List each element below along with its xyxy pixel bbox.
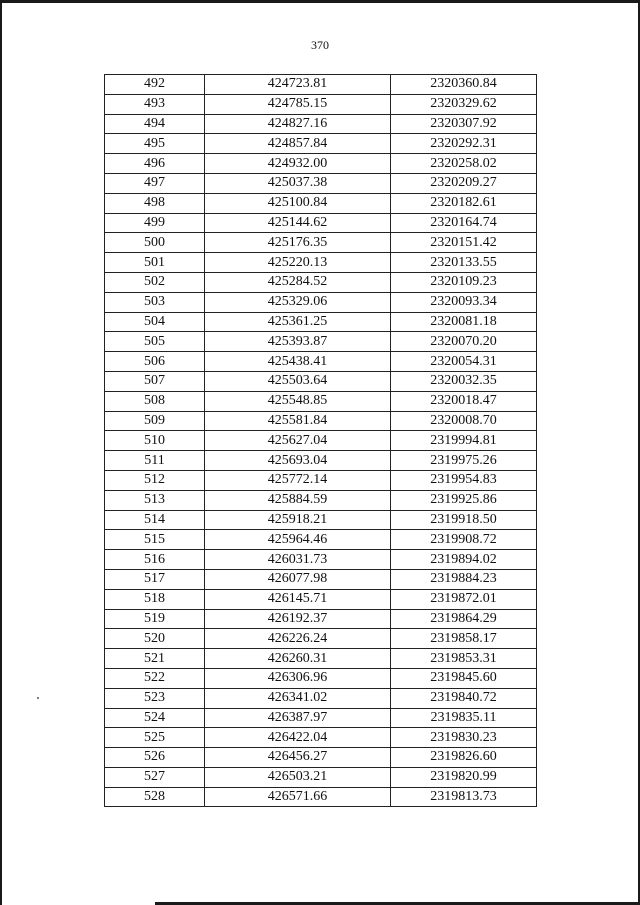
x-coordinate-cell: 426077.98 [205, 569, 391, 589]
x-coordinate-cell: 425438.41 [205, 352, 391, 372]
y-coordinate-cell: 2319918.50 [391, 510, 537, 530]
x-coordinate-cell: 425176.35 [205, 233, 391, 253]
table-row [105, 94, 537, 114]
x-coordinate-cell: 425503.64 [205, 371, 391, 391]
table-row [105, 649, 537, 669]
point-number-cell: 503 [105, 292, 205, 312]
table-row [105, 272, 537, 292]
point-number-cell: 523 [105, 688, 205, 708]
x-coordinate-cell: 426387.97 [205, 708, 391, 728]
table-row [105, 312, 537, 332]
table-row [105, 470, 537, 490]
table-row [105, 767, 537, 787]
y-coordinate-cell: 2319830.23 [391, 728, 537, 748]
table-row [105, 371, 537, 391]
x-coordinate-cell: 424827.16 [205, 114, 391, 134]
y-coordinate-cell: 2320093.34 [391, 292, 537, 312]
point-number-cell: 510 [105, 431, 205, 451]
x-coordinate-cell: 425581.84 [205, 411, 391, 431]
point-number-cell: 498 [105, 193, 205, 213]
table-row [105, 589, 537, 609]
point-number-cell: 524 [105, 708, 205, 728]
y-coordinate-cell: 2320032.35 [391, 371, 537, 391]
y-coordinate-cell: 2319826.60 [391, 748, 537, 768]
x-coordinate-cell: 425284.52 [205, 272, 391, 292]
table-row [105, 728, 537, 748]
point-number-cell: 499 [105, 213, 205, 233]
y-coordinate-cell: 2319853.31 [391, 649, 537, 669]
y-coordinate-cell: 2319858.17 [391, 629, 537, 649]
point-number-cell: 528 [105, 787, 205, 807]
y-coordinate-cell: 2320164.74 [391, 213, 537, 233]
x-coordinate-cell: 424785.15 [205, 94, 391, 114]
point-number-cell: 500 [105, 233, 205, 253]
point-number-cell: 507 [105, 371, 205, 391]
y-coordinate-cell: 2319975.26 [391, 451, 537, 471]
point-number-cell: 493 [105, 94, 205, 114]
point-number-cell: 526 [105, 748, 205, 768]
y-coordinate-cell: 2319894.02 [391, 550, 537, 570]
scan-speck [37, 697, 39, 699]
y-coordinate-cell: 2320307.92 [391, 114, 537, 134]
y-coordinate-cell: 2320329.62 [391, 94, 537, 114]
x-coordinate-cell: 425144.62 [205, 213, 391, 233]
point-number-cell: 494 [105, 114, 205, 134]
y-coordinate-cell: 2320018.47 [391, 391, 537, 411]
table-row [105, 173, 537, 193]
y-coordinate-cell: 2320182.61 [391, 193, 537, 213]
y-coordinate-cell: 2320081.18 [391, 312, 537, 332]
x-coordinate-cell: 426341.02 [205, 688, 391, 708]
point-number-cell: 516 [105, 550, 205, 570]
table-row [105, 787, 537, 807]
table-row [105, 352, 537, 372]
point-number-cell: 513 [105, 490, 205, 510]
x-coordinate-cell: 425772.14 [205, 470, 391, 490]
point-number-cell: 508 [105, 391, 205, 411]
x-coordinate-cell: 426306.96 [205, 668, 391, 688]
y-coordinate-cell: 2319954.83 [391, 470, 537, 490]
point-number-cell: 509 [105, 411, 205, 431]
point-number-cell: 505 [105, 332, 205, 352]
coordinates-table [104, 74, 537, 807]
x-coordinate-cell: 426571.66 [205, 787, 391, 807]
table-row [105, 213, 537, 233]
y-coordinate-cell: 2319908.72 [391, 530, 537, 550]
page-number: 370 [311, 38, 329, 52]
point-number-cell: 501 [105, 253, 205, 273]
y-coordinate-cell: 2319835.11 [391, 708, 537, 728]
y-coordinate-cell: 2320151.42 [391, 233, 537, 253]
table-row [105, 609, 537, 629]
table-row [105, 292, 537, 312]
y-coordinate-cell: 2320209.27 [391, 173, 537, 193]
x-coordinate-cell: 425548.85 [205, 391, 391, 411]
point-number-cell: 514 [105, 510, 205, 530]
x-coordinate-cell: 426031.73 [205, 550, 391, 570]
table-row [105, 708, 537, 728]
point-number-cell: 527 [105, 767, 205, 787]
table-row [105, 75, 537, 95]
table-row [105, 332, 537, 352]
table-row [105, 411, 537, 431]
y-coordinate-cell: 2320258.02 [391, 154, 537, 174]
x-coordinate-cell: 425329.06 [205, 292, 391, 312]
table-row [105, 550, 537, 570]
point-number-cell: 521 [105, 649, 205, 669]
y-coordinate-cell: 2320109.23 [391, 272, 537, 292]
x-coordinate-cell: 424723.81 [205, 75, 391, 95]
table-row [105, 391, 537, 411]
table-row [105, 134, 537, 154]
point-number-cell: 506 [105, 352, 205, 372]
point-number-cell: 522 [105, 668, 205, 688]
x-coordinate-cell: 424857.84 [205, 134, 391, 154]
x-coordinate-cell: 425964.46 [205, 530, 391, 550]
y-coordinate-cell: 2319813.73 [391, 787, 537, 807]
point-number-cell: 515 [105, 530, 205, 550]
x-coordinate-cell: 425693.04 [205, 451, 391, 471]
y-coordinate-cell: 2319845.60 [391, 668, 537, 688]
point-number-cell: 517 [105, 569, 205, 589]
point-number-cell: 518 [105, 589, 205, 609]
x-coordinate-cell: 425220.13 [205, 253, 391, 273]
table-row [105, 233, 537, 253]
table-row [105, 114, 537, 134]
table-row [105, 510, 537, 530]
table-row [105, 530, 537, 550]
table-row [105, 748, 537, 768]
point-number-cell: 496 [105, 154, 205, 174]
y-coordinate-cell: 2319884.23 [391, 569, 537, 589]
table-row [105, 490, 537, 510]
table-row [105, 629, 537, 649]
table-row [105, 451, 537, 471]
x-coordinate-cell: 425361.25 [205, 312, 391, 332]
point-number-cell: 492 [105, 75, 205, 95]
x-coordinate-cell: 426503.21 [205, 767, 391, 787]
x-coordinate-cell: 425627.04 [205, 431, 391, 451]
scan-edge-top [0, 0, 640, 3]
y-coordinate-cell: 2319872.01 [391, 589, 537, 609]
x-coordinate-cell: 425918.21 [205, 510, 391, 530]
y-coordinate-cell: 2320133.55 [391, 253, 537, 273]
scan-edge-left [0, 0, 2, 905]
x-coordinate-cell: 425100.84 [205, 193, 391, 213]
y-coordinate-cell: 2319925.86 [391, 490, 537, 510]
x-coordinate-cell: 424932.00 [205, 154, 391, 174]
table-row [105, 193, 537, 213]
point-number-cell: 519 [105, 609, 205, 629]
x-coordinate-cell: 426422.04 [205, 728, 391, 748]
x-coordinate-cell: 426192.37 [205, 609, 391, 629]
y-coordinate-cell: 2320070.20 [391, 332, 537, 352]
x-coordinate-cell: 426145.71 [205, 589, 391, 609]
table-row [105, 668, 537, 688]
table-row [105, 569, 537, 589]
x-coordinate-cell: 426226.24 [205, 629, 391, 649]
x-coordinate-cell: 426260.31 [205, 649, 391, 669]
point-number-cell: 520 [105, 629, 205, 649]
point-number-cell: 502 [105, 272, 205, 292]
x-coordinate-cell: 425393.87 [205, 332, 391, 352]
y-coordinate-cell: 2319820.99 [391, 767, 537, 787]
y-coordinate-cell: 2320054.31 [391, 352, 537, 372]
point-number-cell: 504 [105, 312, 205, 332]
x-coordinate-cell: 426456.27 [205, 748, 391, 768]
table-row [105, 431, 537, 451]
y-coordinate-cell: 2319840.72 [391, 688, 537, 708]
y-coordinate-cell: 2319994.81 [391, 431, 537, 451]
coordinates-table-body [105, 75, 537, 807]
point-number-cell: 512 [105, 470, 205, 490]
point-number-cell: 525 [105, 728, 205, 748]
point-number-cell: 511 [105, 451, 205, 471]
y-coordinate-cell: 2320008.70 [391, 411, 537, 431]
x-coordinate-cell: 425037.38 [205, 173, 391, 193]
table-row [105, 688, 537, 708]
point-number-cell: 495 [105, 134, 205, 154]
table-row [105, 154, 537, 174]
table-row [105, 253, 537, 273]
x-coordinate-cell: 425884.59 [205, 490, 391, 510]
y-coordinate-cell: 2319864.29 [391, 609, 537, 629]
y-coordinate-cell: 2320360.84 [391, 75, 537, 95]
point-number-cell: 497 [105, 173, 205, 193]
y-coordinate-cell: 2320292.31 [391, 134, 537, 154]
